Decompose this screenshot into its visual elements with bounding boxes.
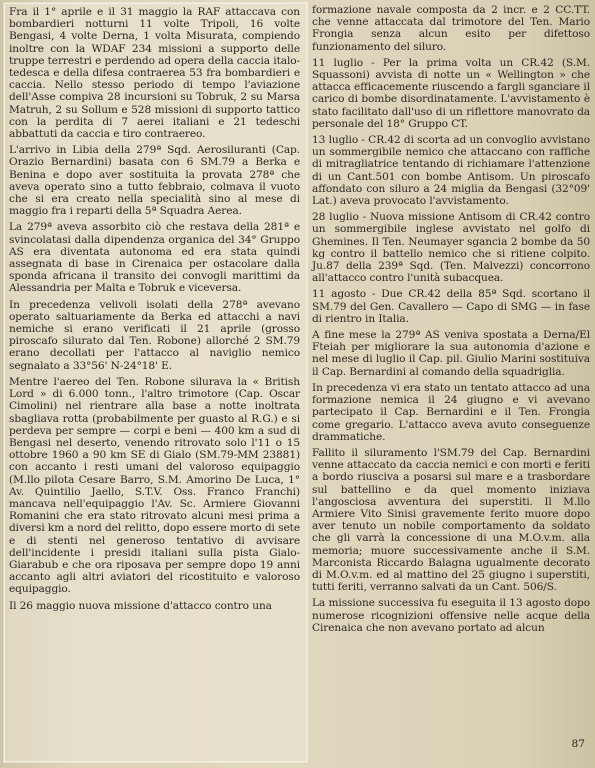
paragraph: L'arrivo in Libia della 279ª Sqd. Aerosiluranti (Cap. Orazio Bernardini) basata con 6 SM.79 a Berka e Benina e dopo aver sostituita la provata 278ª che aveva operato sino a tutto febbraio, colmava il vuoto che si era creato nella specialità sino al mese di maggio fra i reparti della 5ª Squadra Aerea. xyxy=(9,144,300,218)
paragraph: 13 luglio - CR.42 di scorta ad un convoglio avvistano un sommergibile nemico che attaccano con raffiche di mitragliatrice tentando di richiamare l'attenzione di un Cant.501 con bombe Antisom. Un piroscafo affondato con siluro a 24 miglia da Bengasi (32°09' Lat.) aveva provocato l'avvistamento. xyxy=(312,134,590,208)
paragraph: 28 luglio - Nuova missione Antisom di CR.42 contro un sommergibile inglese avvistato nel golfo di Ghemines. Il Ten. Neumayer sgancia 2 bombe da 50 kg contro il battello nemico che si ritiene colpito. Ju.87 della 239ª Sqd. (Ten. Malvezzi) concorrono all'attacco contro l'unità subacquea. xyxy=(312,211,590,285)
paragraph: 11 luglio - Per la prima volta un CR.42 (S.M. Squassoni) avvista di notte un « Wellington » che attacca efficacemente riuscendo a fargli sganciare il carico di bombe disordinatamente. L'avvistamento è stato facilitato dall'uso di un riflettore manovrato da personale del 18° Gruppo CT. xyxy=(312,56,590,130)
paragraph: In precedenza vi era stato un tentato attacco ad una formazione nemica il 24 giugno e vi avevano partecipato il Cap. Bernardini e il Ten. Frongia come gregario. L'attacco aveva avuto conseguenze drammatiche. xyxy=(312,381,590,443)
paragraph: Il 26 maggio nuova missione d'attacco contro una xyxy=(9,599,272,612)
paragraph: Fra il 1° aprile e il 31 maggio la RAF attaccava con bombardieri notturni 11 volte Tripoli, 16 volte Bengasi, 4 volte Derna, 1 volta Misurata, compiendo inoltre con la WDAF 234 missioni a supporto delle truppe terrestri e perdendo ad opera della caccia italo-tedesca e della difesa contraerea 53 fra bombardieri e caccia. Nello stesso periodo di tempo l'aviazione dell'Asse compiva 28 incursioni su Tobruk, 2 su Marsa Matruh, 2 su Sollum e 528 missioni di supporto tattico con la perdita di 7 aerei italiani e 21 tedeschi abbattuti da caccia e tiro contraereo. xyxy=(9,6,300,141)
page-number: 87 xyxy=(571,738,585,750)
right-column xyxy=(312,3,590,638)
paragraph: Mentre l'aereo del Ten. Robone silurava la « British Lord » di 6.000 tonn., l'altro trimotore (Cap. Oscar Cimolini) nel rientrare alla base a notte inoltrata sbagliava rotta (probabilmente per guasto al R.G.) e si perdeva per sempre — corpi e beni — 400 km a sud di Bengasi nel deserto, venendo ritrovato solo l'11 o 15 ottobre 1960 a 90 km SE di Gialo (SM.79-MM 23881) con accanto i resti umani del valoroso equipaggio (M.llo pilota Cesare Barro, S.M. Amorino De Luca, 1° Av. Quintilio Jaello, S.T.V. Oss. Franco Franchi) mancava nell'equipaggio l'Av. Sc. Armiere Giovanni Romanini che era stato ritrovato alcuni mesi prima a diversi km a nord del relitto, dopo essere morto di sete e di stenti nel generoso tentativo di avvisare dell'incidente i presidi italiani sulla pista Gialo-Giarabub e che ora riposava per sempre dopo 19 anni accanto agli altri aviatori del ricostituito e valoroso equipaggio. xyxy=(9,375,300,596)
left-column xyxy=(4,3,307,762)
paragraph: In precedenza velivoli isolati della 278ª avevano operato saltuariamente da Berka ed attacchi a navi nemiche si erano verificati il 21 aprile (grosso piroscafo silurato dal Ten. Robone) allorché 2 SM.79 erano decollati per l'attacco al naviglio nemico segnalato a 33°56' N-24°18' E. xyxy=(9,298,300,372)
paragraph: 11 agosto - Due CR.42 della 85ª Sqd. scortano il SM.79 del Gen. Cavallero — Capo di SMG — in fase di rientro in Italia. xyxy=(312,288,590,325)
paragraph: La 279ª aveva assorbito ciò che restava della 281ª e svincolatasi dalla dipendenza organica del 34° Gruppo AS era diventata autonoma ed era stata quindi assegnata di base in Cirenaica per ostacolare dalla sponda africana il transito dei convogli marittimi da Alessandria per Malta e Tobruk e viceversa. xyxy=(9,221,300,295)
paragraph: formazione navale composta da 2 incr. e 2 CC.TT. che venne attaccata dal trimotore del Ten. Mario Frongia senza alcun esito per difettoso funzionamento del siluro. xyxy=(312,4,590,53)
paragraph: Fallito il siluramento l'SM.79 del Cap. Bernardini venne attaccato da caccia nemici e con morti e feriti a bordo riusciva a posarsi sul mare e a trasbordare sul battellino e da quel momento iniziava l'angosciosa avventura dei superstiti. Il M.llo Armiere Vito Sinisi gravemente ferito muore dopo aver tenuto un nobile comportamento da soldato che gli varrà la concessione di una M.O.v.m. alla memoria; muore successivamente anche il S.M. Marconista Riccardo Balagna ugualmente decorato di M.O.v.m. ed al mattino del 25 giugno i superstiti, tutti feriti, verranno salvati da un Cant. 506/S. xyxy=(312,446,590,594)
paragraph: A fine mese la 279ª AS veniva spostata a Derna/El Fteiah per migliorare la sua autonomia d'azione e nel mese di luglio il Cap. pil. Giulio Marini sostituiva il Cap. Bernardini al comando della squadriglia. xyxy=(312,329,590,378)
paragraph: La missione successiva fu eseguita il 13 agosto dopo numerose ricognizioni offensive nelle acque della Cirenaica che non avevano portato ad alcun xyxy=(312,597,590,634)
